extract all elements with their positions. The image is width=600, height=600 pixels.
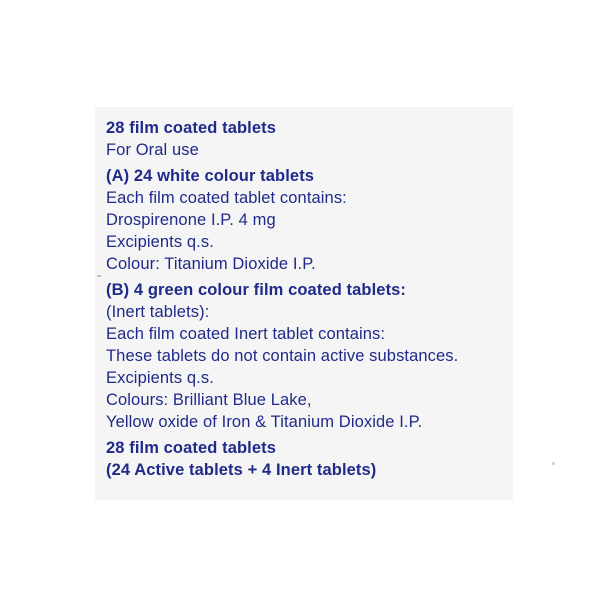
footer-tablet-count: 28 film coated tablets [106,439,277,457]
section-b-heading: (B) 4 green colour film coated tablets: [106,281,407,299]
section-a-active-ingredient: Drospirenone I.P. 4 mg [106,211,276,229]
section-b-colours: Colours: Brilliant Blue Lake, [106,391,312,409]
section-b-colours-cont: Yellow oxide of Iron & Titanium Dioxide I.P. [106,413,423,431]
section-a-heading: (A) 24 white colour tablets [106,167,315,185]
section-b-no-active: These tablets do not contain active substances. [106,347,459,365]
print-speck [552,462,555,465]
oral-use-line: For Oral use [106,141,199,159]
label-text-block [106,117,516,481]
print-speck [97,275,101,277]
section-b-excipients: Excipients q.s. [106,369,214,387]
section-b-inert-note: (Inert tablets): [106,303,210,321]
footer-tablet-breakdown: (24 Active tablets + 4 Inert tablets) [106,461,377,479]
section-a-excipients: Excipients q.s. [106,233,214,251]
section-b-contains: Each film coated Inert tablet contains: [106,325,386,343]
section-a-contains: Each film coated tablet contains: [106,189,347,207]
heading-tablet-count: 28 film coated tablets [106,119,277,137]
section-a-colour: Colour: Titanium Dioxide I.P. [106,255,316,273]
